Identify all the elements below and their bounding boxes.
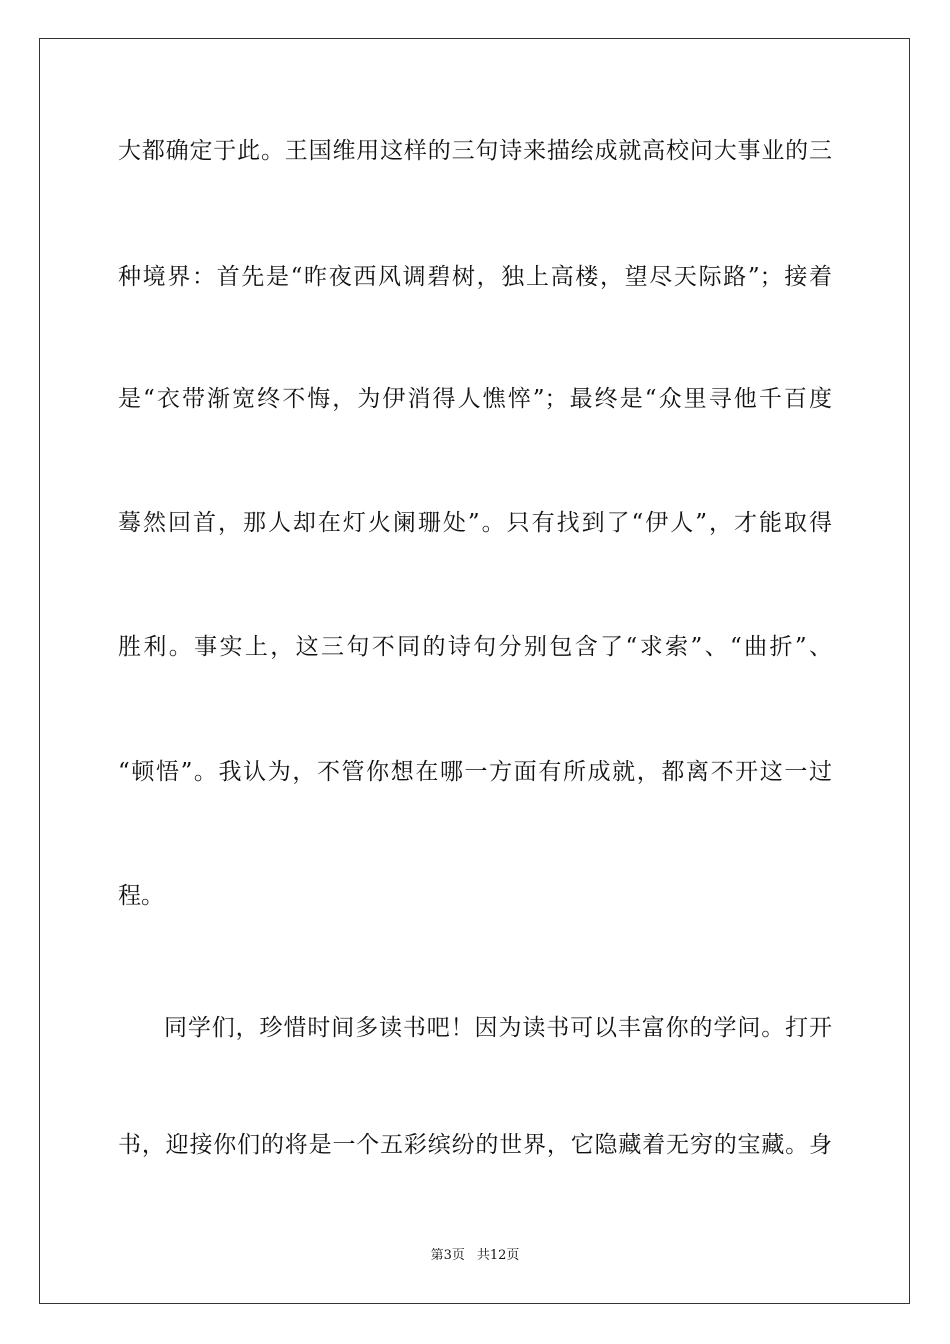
text-line: 蓦然回首，那人却在灯火阑珊处”。只有找到了“伊人”，才能取得 <box>118 510 832 536</box>
page-border <box>39 38 910 1304</box>
text-line: 种境界：首先是“昨夜西风调碧树，独上高楼，望尽天际路”；接着 <box>118 264 832 290</box>
text-line: 程。 <box>118 883 164 909</box>
text-line: 是“衣带渐宽终不悔，为伊消得人憔悴”；最终是“众里寻他千百度 <box>118 386 832 412</box>
text-line: 书，迎接你们的将是一个五彩缤纷的世界，它隐藏着无穷的宝藏。身 <box>118 1132 832 1158</box>
text-line: 大都确定于此。王国维用这样的三句诗来描绘成就高校问大事业的三 <box>118 138 832 164</box>
text-line: “顿悟”。我认为，不管你想在哪一方面有所成就，都离不开这一过 <box>118 759 832 785</box>
page-number: 第3页 <box>430 1248 465 1263</box>
page-footer <box>0 1247 950 1265</box>
page-total: 共12页 <box>476 1248 520 1263</box>
paragraph-first-line: 同学们，珍惜时间多读书吧！因为读书可以丰富你的学问。打开 <box>164 1015 832 1041</box>
text-line: 胜利。事实上，这三句不同的诗句分别包含了“求索”、“曲折”、 <box>118 634 832 660</box>
